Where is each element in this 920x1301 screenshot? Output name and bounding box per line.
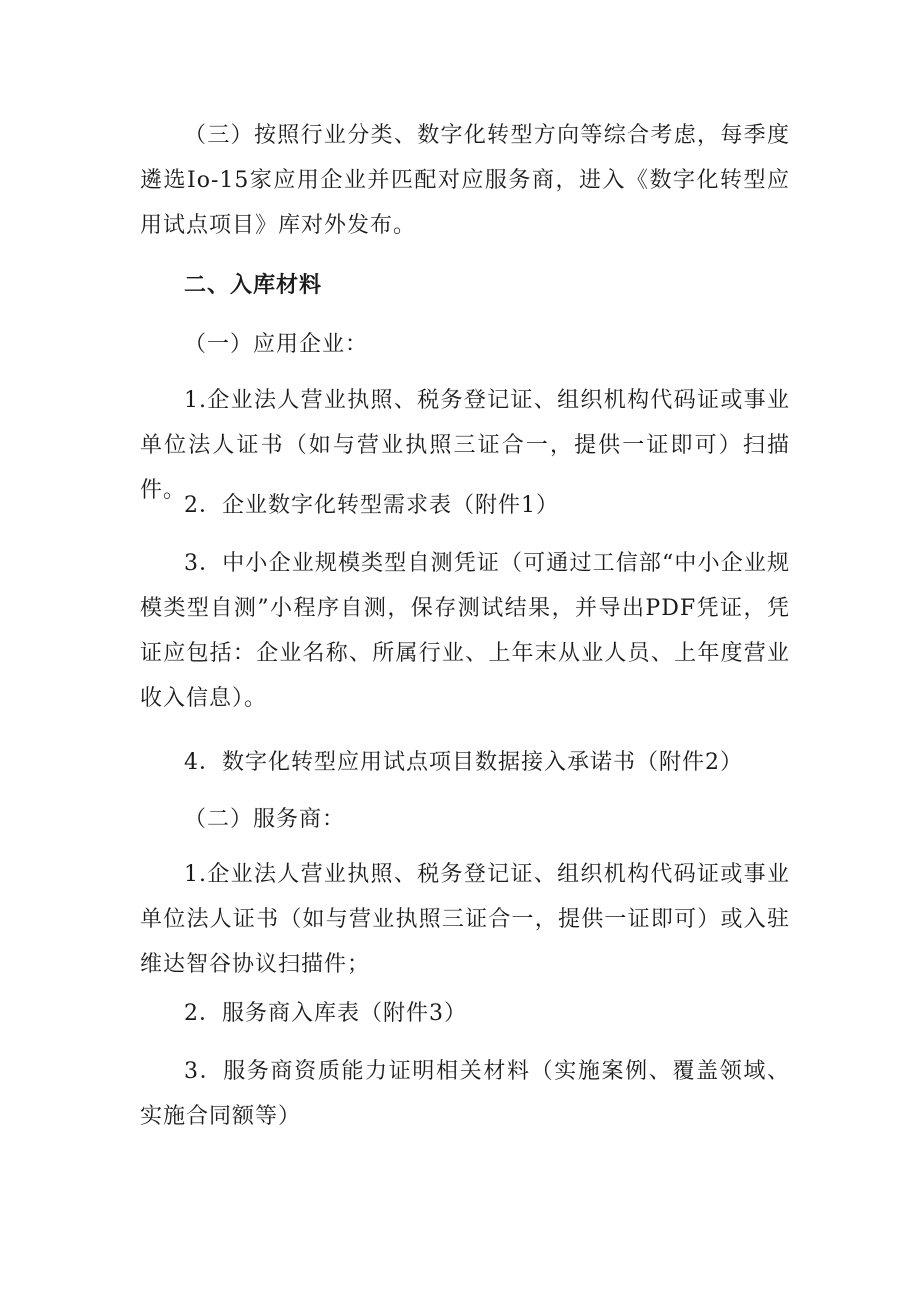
list-item-provider-1: 1.企业法人营业执照、税务登记证、组织机构代码证或事业单位法人证书（如与营业执照三证合一，提供一证即可）或入驻维达智谷协议扫描件； [140,862,790,977]
subheading-service-provider: （二）服务商： [184,807,346,832]
list-item-enterprise-1: 1.企业法人营业执照、税务登记证、组织机构代码证或事业单位法人证书（如与营业执照三证合一，提供一证即可）扫描件。 [140,388,790,503]
section-heading-materials: 二、入库材料 [184,273,323,298]
list-item-provider-3: 3．服务商资质能力证明相关材料（实施案例、覆盖领域、实施合同额等） [140,1059,790,1129]
list-item-enterprise-2: 2．企业数字化转型需求表（附件1） [184,493,559,518]
list-item-enterprise-4: 4．数字化转型应用试点项目数据接入承诺书（附件2） [184,750,743,775]
subheading-application-enterprise: （一）应用企业： [184,332,369,357]
paragraph-section-three: （三）按照行业分类、数字化转型方向等综合考虑，每季度遴选Io-15家应用企业并匹配对应服务商，进入《数字化转型应用试点项目》库对外发布。 [140,123,790,238]
list-item-enterprise-3: 3．中小企业规模类型自测凭证（可通过工信部“中小企业规模类型自测”小程序自测，保存测试结果，并导出PDF凭证，凭证应包括：企业名称、所属行业、上年末从业人员、上年度营业收入信息）。 [140,551,790,711]
list-item-provider-2: 2．服务商入库表（附件3） [184,1001,467,1026]
